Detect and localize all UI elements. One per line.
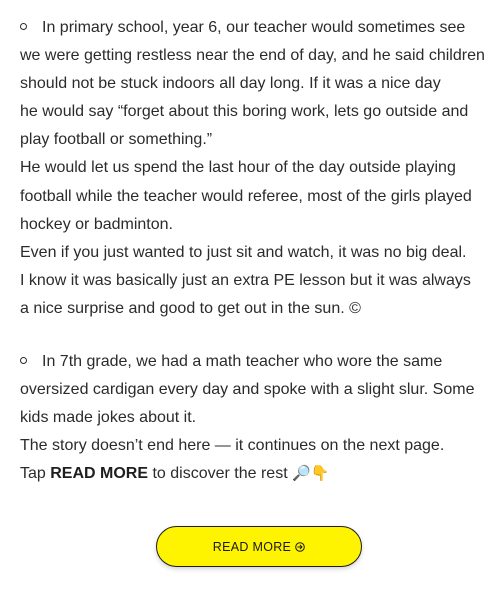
bullet-icon xyxy=(20,23,27,30)
story1-line-9: I know it was basically just an extra PE lesson but it was always xyxy=(20,271,471,289)
story1-line-6: football while the teacher would referee, most of the girls played xyxy=(20,187,472,205)
story1-line-2: should not be stuck indoors all day long. If it was a nice day xyxy=(20,75,441,93)
bullet-icon xyxy=(20,357,27,364)
read-more-label: READ MORE xyxy=(212,539,292,554)
story2-line-3: The story doesn’t end here — it continues on the next page. xyxy=(20,437,445,455)
list-item xyxy=(20,348,498,376)
tap-bold-read-more: READ MORE xyxy=(50,465,149,483)
tap-prefix: Tap xyxy=(20,465,51,483)
story2-line-1: oversized cardigan every day and spoke with a slight slur. Some xyxy=(20,381,475,399)
story1-line-8: Even if you just wanted to just sit and watch, it was no big deal. xyxy=(20,243,467,261)
story1-line-1: we were getting restless near the end of day, and he said children xyxy=(20,47,485,65)
story1-line-5: He would let us spend the last hour of the day outside playing xyxy=(20,159,456,177)
article-content xyxy=(20,14,498,489)
tap-instruction xyxy=(20,460,498,488)
arrow-circle-right-icon xyxy=(295,542,305,552)
read-more-button[interactable] xyxy=(156,526,362,567)
story1-line-3: he would say “forget about this boring work, lets go outside and xyxy=(20,103,469,121)
tap-suffix: to discover the rest xyxy=(148,465,293,483)
story2-line-2: kids made jokes about it. xyxy=(20,409,197,427)
story1-line-7: hockey or badminton. xyxy=(20,215,173,233)
story1-line-4: play football or something.” xyxy=(20,131,213,149)
story1-line-10: a nice surprise and good to get out in the sun. © xyxy=(20,299,361,317)
story2-line-0: In 7th grade, we had a math teacher who wore the same xyxy=(42,353,443,371)
list-item xyxy=(20,14,498,42)
story-paragraph-1 xyxy=(20,14,498,323)
story-paragraph-2 xyxy=(20,348,498,488)
story1-line-0: In primary school, year 6, our teacher would sometimes see xyxy=(42,19,466,36)
magnifier-pointing-down-emoji-icon: 🔎👇 xyxy=(292,465,330,483)
